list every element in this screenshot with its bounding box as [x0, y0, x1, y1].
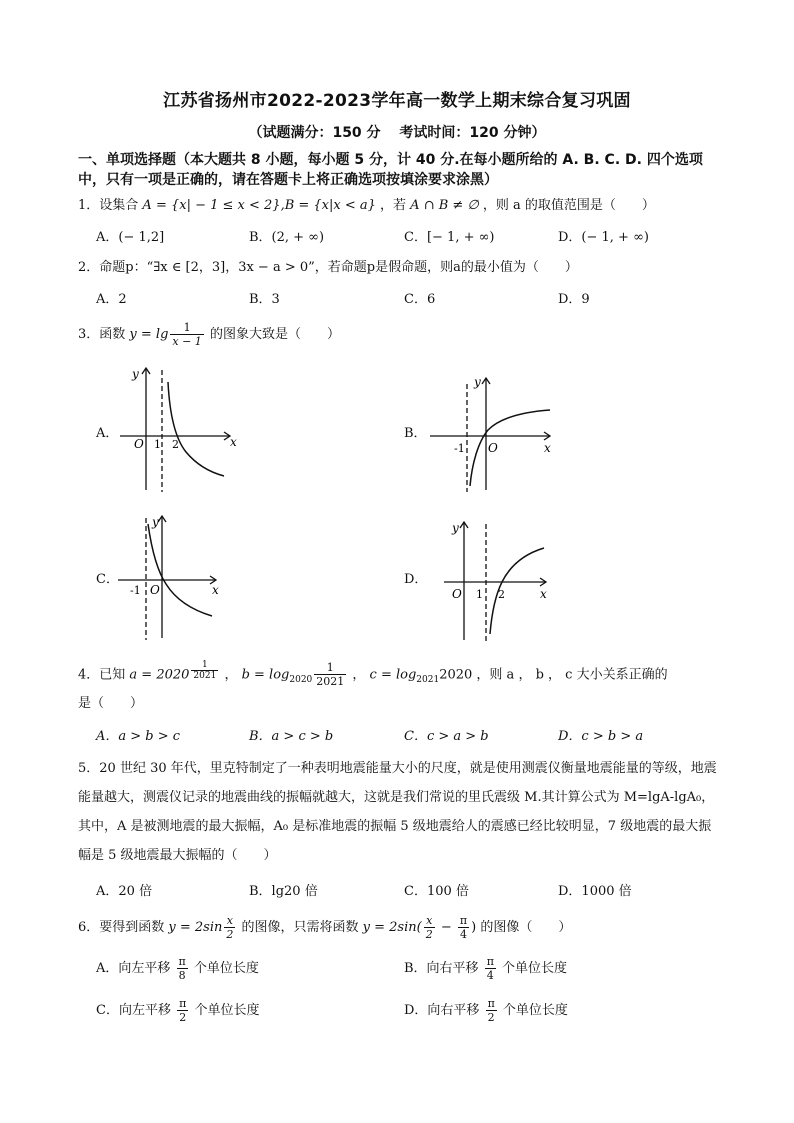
y-label: y	[132, 367, 139, 381]
q5-option-b[interactable]: B．lg20 倍	[249, 884, 318, 899]
question-stem: 3．函数	[78, 327, 130, 342]
target-function: y = 2sin	[168, 920, 223, 935]
q2-option-b[interactable]: B．3	[249, 292, 280, 307]
fraction	[458, 914, 469, 941]
b-definition: b = log	[241, 667, 290, 683]
y-label: y	[152, 515, 159, 529]
graph-a	[114, 362, 238, 494]
denominator: 2	[226, 928, 234, 941]
curve	[148, 524, 212, 616]
numerator: 1	[191, 660, 218, 671]
condition: A ∩ B ≠ ∅	[410, 198, 479, 213]
question-number: 1．	[78, 198, 100, 213]
q2-option-d[interactable]: D．9	[558, 292, 590, 307]
q4-option-b[interactable]: B．a > c > b	[249, 729, 334, 744]
q6-option-d[interactable]	[404, 996, 568, 1026]
option-text: B．向右平移	[404, 961, 483, 976]
curve	[168, 382, 224, 476]
log-base: 2020	[289, 674, 313, 685]
q4-option-c[interactable]: C．c > a > b	[404, 729, 489, 744]
fraction	[224, 914, 235, 941]
q2-option-a[interactable]: A．2	[96, 292, 127, 307]
q4-option-a[interactable]: A．a > b > c	[96, 729, 181, 744]
q5-option-c[interactable]: C．100 倍	[404, 884, 469, 899]
paren: )	[471, 920, 477, 935]
graph-d	[440, 518, 552, 644]
option-text: 个单位长度	[190, 1003, 260, 1018]
q3-option-a[interactable]: A．	[96, 426, 119, 441]
curve	[470, 410, 550, 486]
denominator: x − 1	[172, 335, 202, 348]
fraction	[177, 955, 188, 982]
denominator: 8	[178, 969, 186, 982]
q3-option-d[interactable]: D．	[404, 572, 428, 587]
denominator: 4	[459, 928, 467, 941]
question-stem: 6．要得到函数	[78, 920, 169, 935]
q5-option-a[interactable]: A．20 倍	[96, 884, 153, 899]
option-text: 个单位长度	[497, 961, 568, 976]
option-text: C．向左平移	[96, 1003, 176, 1018]
question-stem: ，则 a 的取值范围是（ ）	[478, 198, 655, 213]
q3-option-c[interactable]: C．	[96, 572, 119, 587]
origin-label: O	[150, 583, 160, 597]
denominator: 2021	[193, 671, 217, 681]
set-definition: A = {x| − 1 ≤ x < 2},B = {x|x < a}	[142, 198, 376, 213]
y-label: y	[474, 375, 481, 389]
q4-option-d[interactable]: D．c > b > a	[558, 729, 644, 744]
q1-option-a[interactable]: A．(− 1,2]	[96, 230, 165, 245]
question-stem: 的图象大致是（ ）	[205, 327, 340, 342]
option-text: D．向右平移	[404, 1003, 484, 1018]
question-stem: ，则 a ， b ， c 大小关系正确的	[472, 667, 668, 683]
option-text: 个单位长度	[189, 961, 259, 976]
origin-label: O	[452, 587, 462, 601]
numerator: 1	[170, 321, 203, 335]
fraction	[177, 997, 188, 1024]
graph-b	[426, 374, 556, 494]
tick-label: -1	[130, 584, 141, 597]
x-label: x	[544, 441, 551, 455]
question-stem: 设集合	[99, 198, 143, 213]
function-expression: y = lg	[129, 327, 169, 342]
q6-option-c[interactable]	[96, 996, 259, 1026]
question-4: 4．已知 a = 2020 $^{\frac{1}{2021}}$ ， $b = \log_{2020}$ $\frac{1}{2021}$ ， $c = \log_{2021}2020$ ，则 a ， b ， c 大小关系正确的	[78, 660, 668, 689]
question-5: 5．20 世纪 30 年代，里克特制定了一种表明地震能量大小的尺度，就是使用测震仪衡量地震能量的等级，地震能量越大，测震仪记录的地震曲线的振幅就越大，这就是我们常说的里氏震级 M.其计算公式为 M=lgA-lgA₀，其中，A 是被测地震的最大振幅，A₀ 是标准地震的振幅 5 级地震给人的震感已经比较明显，7 级地震的最大振幅是 5 级地震最大振幅的（ ）	[78, 761, 717, 863]
question-stem: 的图像（ ）	[476, 920, 572, 935]
exponent-fraction	[191, 660, 218, 681]
fraction	[486, 997, 497, 1024]
tick-label: 1	[154, 438, 161, 451]
question-1	[78, 196, 655, 216]
log-base: 2021	[416, 674, 440, 685]
section-heading: 一、单项选择题（本大题共 8 小题，每小题 5 分，计 40 分.在每小题所给的 A. B. C. D. 四个选项中，只有一项是正确的，请在答题卡上将正确选项按填涂要求涂黑）	[78, 152, 703, 188]
x-label: x	[540, 587, 547, 601]
fraction	[170, 321, 203, 348]
option-text: A．向左平移	[96, 961, 175, 976]
question-4-cont: 是（ ）	[78, 696, 144, 711]
fraction	[485, 955, 496, 982]
q1-option-b[interactable]: B．(2, + ∞)	[249, 230, 325, 245]
page-title: 江苏省扬州市2022-2023学年高一数学上期末综合复习巩固	[163, 91, 631, 111]
origin-label: O	[488, 441, 498, 455]
denominator: 2	[425, 928, 433, 941]
question-6	[78, 913, 571, 943]
denominator: 2	[179, 1011, 187, 1024]
tick-label: 2	[172, 438, 179, 451]
q1-option-d[interactable]: D．(− 1, + ∞)	[558, 230, 649, 245]
q6-option-a[interactable]	[96, 954, 259, 984]
numerator: π	[459, 914, 468, 927]
numerator: π	[179, 997, 187, 1010]
numerator: x	[424, 914, 435, 928]
tick-label: -1	[454, 442, 465, 455]
denominator: 4	[486, 969, 494, 982]
source-function: y = 2sin(	[362, 920, 422, 935]
operator: −	[436, 920, 456, 935]
fraction	[424, 914, 435, 941]
question-stem: 4．已知	[78, 667, 130, 683]
question-2: 2．命题p：“∃x ∈ [2，3]，3x − a > 0”，若命题p是假命题，则a的最小值为（ ）	[78, 260, 578, 275]
q2-option-c[interactable]: C．6	[404, 292, 436, 307]
tick-label: 1	[476, 588, 483, 601]
q3-option-b[interactable]: B．	[404, 426, 427, 441]
origin-label: O	[134, 437, 144, 451]
numerator: x	[224, 914, 235, 928]
numerator: π	[486, 955, 494, 968]
denominator: 2021	[316, 675, 345, 689]
log-argument: 2020	[439, 667, 473, 683]
y-label: y	[452, 521, 459, 535]
q6-option-b[interactable]	[404, 954, 567, 984]
numerator: π	[178, 955, 186, 968]
exam-info: （试题满分：150 分 考试时间：120 分钟）	[248, 125, 546, 141]
fraction	[314, 661, 346, 688]
x-label: x	[230, 435, 237, 449]
q5-option-d[interactable]: D．1000 倍	[558, 884, 632, 899]
x-label: x	[212, 583, 219, 597]
q1-option-c[interactable]: C．[− 1, + ∞)	[404, 230, 495, 245]
a-definition: a = 2020	[129, 667, 190, 683]
question-stem: ，若	[375, 198, 411, 213]
tick-label: 2	[498, 588, 505, 601]
numerator: π	[487, 997, 495, 1010]
denominator: 2	[487, 1011, 495, 1024]
graph-c	[116, 510, 222, 642]
question-stem: 的图像，只需将函数	[237, 920, 363, 935]
option-text: 个单位长度	[498, 1003, 568, 1018]
c-definition: c = log	[369, 667, 417, 683]
numerator: 1	[314, 661, 346, 675]
question-3	[78, 320, 340, 350]
